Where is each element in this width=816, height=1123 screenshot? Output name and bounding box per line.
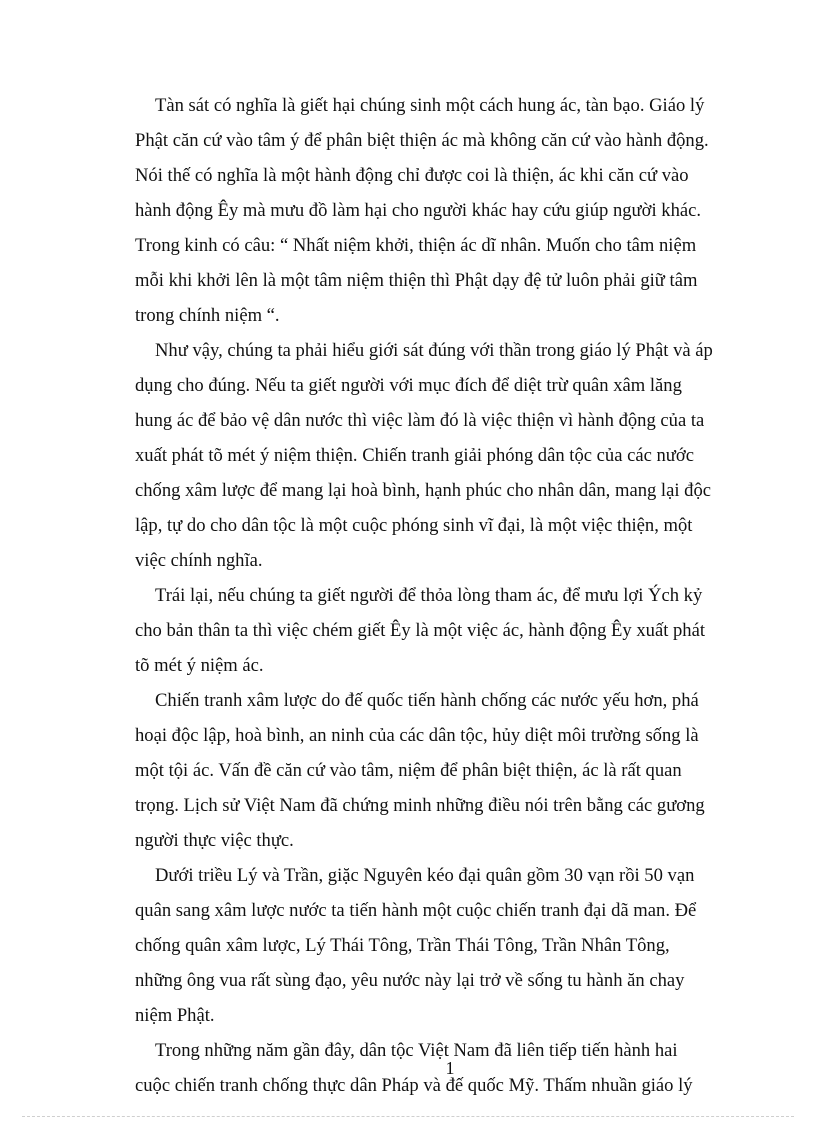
text-line: xuất phát tõ mét ý niệm thiện. Chiến tranh giải phóng dân tộc của các nước [135, 445, 694, 466]
paragraph [135, 858, 767, 1033]
text-line: cho bản thân ta thì việc chém giết Êy là một việc ác, hành động Êy xuất phát [135, 620, 706, 641]
paragraph [135, 683, 767, 858]
text-line: lập, tự do cho dân tộc là một cuộc phóng sinh vĩ đại, là một việc thiện, một [135, 515, 693, 536]
paragraph [135, 88, 767, 333]
text-line: một tội ác. Vấn đề căn cứ vào tâm, niệm để phân biệt thiện, ác là rất quan [135, 760, 682, 781]
text-line: Phật căn cứ vào tâm ý để phân biệt thiện ác mà không căn cứ vào hành động. [135, 130, 709, 151]
paragraph [135, 333, 767, 578]
text-line: hung ác để bảo vệ dân nước thì việc làm đó là việc thiện vì hành động của ta [135, 410, 705, 431]
page-number: 1 [445, 1058, 455, 1078]
text-line: những ông vua rất sùng đạo, yêu nước này lại trở về sống tu hành ăn chay [135, 970, 685, 991]
text-line: trọng. Lịch sử Việt Nam đã chứng minh những điều nói trên bằng các gương [135, 795, 705, 816]
text-line: quân sang xâm lược nước ta tiến hành một cuộc chiến tranh đại dã man. Để [135, 900, 697, 921]
text-line: hành động Êy mà mưu đồ làm hại cho người khác hay cứu giúp người khác. [135, 200, 702, 221]
text-line: Trong kinh có câu: “ Nhất niệm khởi, thiện ác dĩ nhân. Muốn cho tâm niệm [135, 235, 697, 256]
text-line: chống quân xâm lược, Lý Thái Tông, Trần Thái Tông, Trần Nhân Tông, [135, 935, 670, 956]
text-line: niệm Phật. [135, 1005, 215, 1026]
paragraph [135, 578, 767, 683]
text-line: mỗi khi khởi lên là một tâm niệm thiện thì Phật dạy đệ tử luôn phải giữ tâm [135, 270, 698, 291]
text-line: Tàn sát có nghĩa là giết hại chúng sinh một cách hung ác, tàn bạo. Giáo lý [155, 95, 705, 116]
text-line: người thực việc thực. [135, 830, 294, 851]
text-line: Trong những năm gần đây, dân tộc Việt Nam đã liên tiếp tiến hành hai [155, 1040, 678, 1061]
text-line: Dưới triều Lý và Trần, giặc Nguyên kéo đại quân gồm 30 vạn rồi 50 vạn [155, 865, 695, 886]
text-line: Chiến tranh xâm lược do đế quốc tiến hành chống các nước yếu hơn, phá [155, 690, 699, 711]
text-line: Trái lại, nếu chúng ta giết người để thỏa lòng tham ác, để mưu lợi Ých kỷ [155, 585, 703, 606]
text-line: Nói thế có nghĩa là một hành động chỉ được coi là thiện, ác khi căn cứ vào [135, 165, 689, 186]
text-line: Như vậy, chúng ta phải hiểu giới sát đúng với thần trong giáo lý Phật và áp [155, 340, 713, 361]
text-line: chống xâm lược để mang lại hoà bình, hạnh phúc cho nhân dân, mang lại độc [135, 480, 712, 501]
text-line: hoại độc lập, hoà bình, an ninh của các dân tộc, hủy diệt môi trường sống là [135, 725, 699, 746]
text-line: trong chính niệm “. [135, 305, 280, 326]
text-line: tõ mét ý niệm ác. [135, 655, 264, 676]
page-bottom-border [22, 1116, 794, 1117]
text-line: cuộc chiến tranh chống thực dân Pháp và đế quốc Mỹ. Thấm nhuần giáo lý [135, 1075, 693, 1096]
text-line: dụng cho đúng. Nếu ta giết người với mục đích để diệt trừ quân xâm lăng [135, 375, 682, 396]
document-body [135, 88, 767, 1103]
text-line: việc chính nghĩa. [135, 550, 263, 571]
